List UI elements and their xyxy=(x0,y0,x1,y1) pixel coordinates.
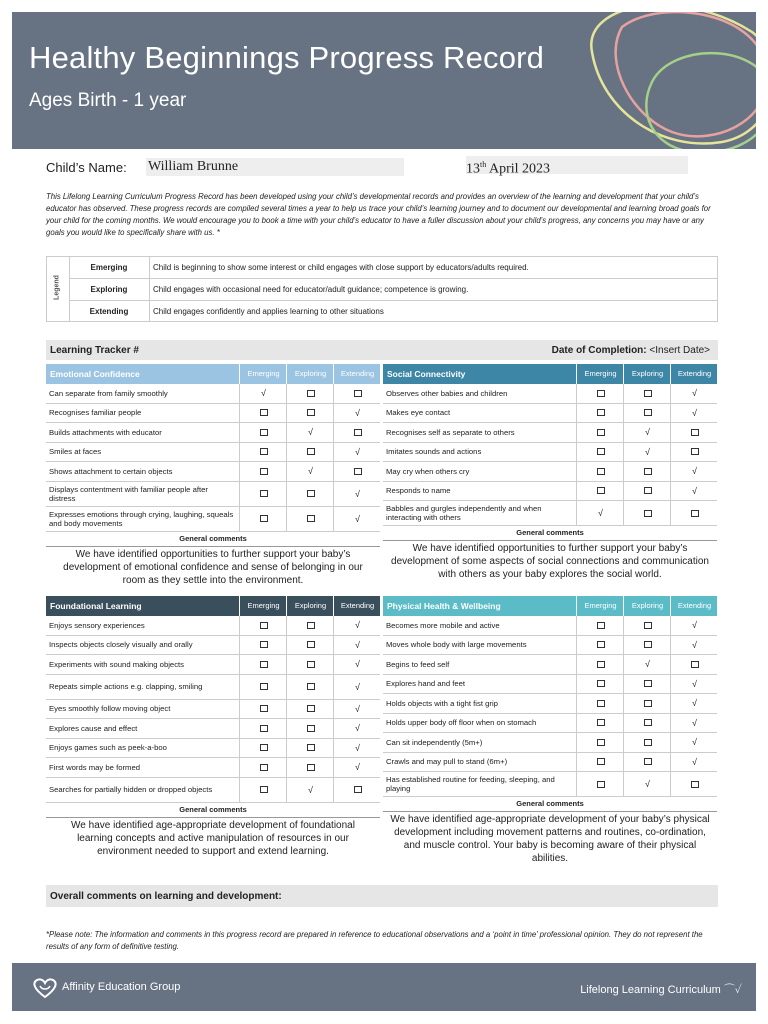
empty-checkbox-icon xyxy=(597,641,605,648)
skill-label: Explores hand and feet xyxy=(386,679,466,689)
unchecked-checkbox[interactable] xyxy=(623,694,671,713)
completion-date xyxy=(552,345,710,356)
skill-label: Makes eye contact xyxy=(386,408,451,418)
empty-checkbox-icon xyxy=(597,448,605,455)
section-header xyxy=(383,596,717,616)
unchecked-checkbox[interactable] xyxy=(623,714,671,733)
unchecked-checkbox[interactable] xyxy=(670,443,718,462)
general-comments-header: General comments xyxy=(46,803,380,818)
unchecked-checkbox[interactable] xyxy=(576,443,624,462)
column-header: Exploring xyxy=(286,364,334,384)
unchecked-checkbox[interactable] xyxy=(623,462,671,481)
skill-row xyxy=(383,501,717,526)
skill-row xyxy=(383,772,717,797)
empty-checkbox-icon xyxy=(260,661,268,668)
unchecked-checkbox[interactable] xyxy=(623,501,671,525)
empty-checkbox-icon xyxy=(354,468,362,475)
unchecked-checkbox[interactable] xyxy=(576,772,624,796)
legend-row xyxy=(69,301,717,322)
column-header: Extending xyxy=(670,364,718,384)
unchecked-checkbox[interactable] xyxy=(239,636,287,655)
unchecked-checkbox[interactable] xyxy=(286,384,334,403)
empty-checkbox-icon xyxy=(644,409,652,416)
empty-checkbox-icon xyxy=(260,744,268,751)
checked-checkbox[interactable]: √ xyxy=(670,636,718,655)
checked-checkbox[interactable]: √ xyxy=(333,636,381,655)
skill-row xyxy=(383,753,717,773)
general-comments-header: General comments xyxy=(46,532,380,547)
checked-checkbox[interactable]: √ xyxy=(670,616,718,635)
unchecked-checkbox[interactable] xyxy=(286,482,334,506)
empty-checkbox-icon xyxy=(260,622,268,629)
legend-label-cell xyxy=(47,257,70,321)
general-comments-text[interactable]: We have identified age-appropriate development of your baby’s physical development including movement patterns and routines, co-ordination, and muscle control. Your baby is becoming aware of their physical abilities. xyxy=(390,814,710,864)
checked-checkbox[interactable]: √ xyxy=(333,700,381,719)
skill-label: Displays contentment with familiar people after distress xyxy=(49,484,208,503)
skill-label: Holds objects with a tight fist grip xyxy=(386,698,498,708)
skill-label: First words may be formed xyxy=(49,762,140,772)
skill-label: Repeats simple actions e.g. clapping, smiling xyxy=(49,682,203,691)
checked-checkbox[interactable]: √ xyxy=(670,694,718,713)
unchecked-checkbox[interactable] xyxy=(239,719,287,738)
skill-row xyxy=(383,443,717,463)
checked-checkbox[interactable]: √ xyxy=(670,404,718,423)
unchecked-checkbox[interactable] xyxy=(239,423,287,442)
unchecked-checkbox[interactable] xyxy=(576,482,624,501)
legend-label: Legend xyxy=(53,275,61,300)
footer-curriculum xyxy=(580,981,742,997)
unchecked-checkbox[interactable] xyxy=(576,384,624,403)
overall-comments-bar xyxy=(46,885,718,907)
header-banner xyxy=(12,12,756,149)
checked-checkbox[interactable]: √ xyxy=(623,423,671,442)
unchecked-checkbox[interactable] xyxy=(286,675,334,699)
skill-row xyxy=(46,443,380,463)
unchecked-checkbox[interactable] xyxy=(333,462,381,481)
empty-checkbox-icon xyxy=(260,764,268,771)
unchecked-checkbox[interactable] xyxy=(576,616,624,635)
unchecked-checkbox[interactable] xyxy=(286,443,334,462)
empty-checkbox-icon xyxy=(307,390,315,397)
unchecked-checkbox[interactable] xyxy=(286,636,334,655)
column-header: Extending xyxy=(670,596,718,616)
empty-checkbox-icon xyxy=(597,719,605,726)
empty-checkbox-icon xyxy=(597,700,605,707)
unchecked-checkbox[interactable] xyxy=(239,675,287,699)
unchecked-checkbox[interactable] xyxy=(576,404,624,423)
empty-checkbox-icon xyxy=(644,487,652,494)
empty-checkbox-icon xyxy=(644,390,652,397)
checked-checkbox[interactable]: √ xyxy=(333,404,381,423)
unchecked-checkbox[interactable] xyxy=(239,758,287,777)
unchecked-checkbox[interactable] xyxy=(239,404,287,423)
legend-row xyxy=(69,279,717,301)
unchecked-checkbox[interactable] xyxy=(333,384,381,403)
skill-label: Imitates sounds and actions xyxy=(386,447,482,457)
footer-curriculum-text: Lifelong Learning Curriculum xyxy=(580,984,721,996)
checked-checkbox[interactable]: √ xyxy=(333,655,381,674)
empty-checkbox-icon xyxy=(260,429,268,436)
skill-row xyxy=(383,482,717,502)
section-social-connectivity xyxy=(383,364,717,582)
empty-checkbox-icon xyxy=(260,641,268,648)
empty-checkbox-icon xyxy=(260,683,268,690)
unchecked-checkbox[interactable] xyxy=(670,501,718,525)
legend-term: Emerging xyxy=(69,257,150,278)
intro-paragraph: This Lifelong Learning Curriculum Progress Record has been developed using your child’s developmental records and provides an overview of the learning and development that your child’s educator has observed. These progress records are compiled several times a year to help us trace your child’s learning journey and to document our developmental and learning broad goals for your child for the coming months. We would encourage you to book a time with your child’s educator to have a fuller discussion about your child’s progress, any concerns you may have or any goals you would like to specifically share with us. * xyxy=(46,192,711,237)
empty-checkbox-icon xyxy=(644,680,652,687)
column-header: Exploring xyxy=(623,596,671,616)
skill-row xyxy=(383,655,717,675)
footer-bar xyxy=(12,963,756,1011)
skill-label: Has established routine for feeding, sleeping, and playing xyxy=(386,775,555,793)
column-header: Emerging xyxy=(576,364,624,384)
general-comments-text[interactable]: We have identified age-appropriate development of foundational learning concepts and active manipulation of resources in our environment needed to support and extend learning. xyxy=(71,819,355,857)
unchecked-checkbox[interactable] xyxy=(239,462,287,481)
unchecked-checkbox[interactable] xyxy=(576,636,624,655)
legend-desc: Child is beginning to show some interest or child engages with close support by educators/adults required. xyxy=(153,263,529,272)
legend-term: Extending xyxy=(69,301,150,322)
checked-checkbox[interactable]: √ xyxy=(670,714,718,733)
checked-checkbox[interactable]: √ xyxy=(576,501,624,525)
skill-row xyxy=(383,384,717,404)
disclaimer-note: *Please note: The information and comments in this progress record are prepared in reference to educational observations and a ‘point in time’ professional opinion. They do not represent the results of any form of definitive testing. xyxy=(46,930,703,951)
general-comments-text[interactable]: We have identified opportunities to further support your baby’s development of some aspects of social connections and communication with others as your baby explores the social world. xyxy=(391,543,709,580)
skill-row xyxy=(46,778,380,803)
checked-checkbox[interactable]: √ xyxy=(286,778,334,802)
empty-checkbox-icon xyxy=(644,641,652,648)
skill-row xyxy=(46,423,380,443)
empty-checkbox-icon xyxy=(260,409,268,416)
unchecked-checkbox[interactable] xyxy=(239,616,287,635)
unchecked-checkbox[interactable] xyxy=(576,675,624,694)
empty-checkbox-icon xyxy=(597,680,605,687)
empty-checkbox-icon xyxy=(691,781,699,788)
empty-checkbox-icon xyxy=(307,409,315,416)
skill-row xyxy=(46,719,380,739)
empty-checkbox-icon xyxy=(260,786,268,793)
unchecked-checkbox[interactable] xyxy=(623,404,671,423)
tracker-label: Learning Tracker # xyxy=(50,345,139,356)
empty-checkbox-icon xyxy=(307,448,315,455)
unchecked-checkbox[interactable] xyxy=(286,404,334,423)
legend-table xyxy=(46,256,718,322)
empty-checkbox-icon xyxy=(260,725,268,732)
empty-checkbox-icon xyxy=(260,468,268,475)
empty-checkbox-icon xyxy=(307,725,315,732)
empty-checkbox-icon xyxy=(307,744,315,751)
skill-row xyxy=(46,507,380,532)
unchecked-checkbox[interactable] xyxy=(239,507,287,531)
skill-row xyxy=(46,675,380,700)
skill-label: Recognises familiar people xyxy=(49,408,142,418)
empty-checkbox-icon xyxy=(691,661,699,668)
empty-checkbox-icon xyxy=(691,448,699,455)
empty-checkbox-icon xyxy=(307,490,315,497)
empty-checkbox-icon xyxy=(307,683,315,690)
page-subtitle: Ages Birth - 1 year xyxy=(29,90,187,111)
skill-row xyxy=(383,675,717,695)
empty-checkbox-icon xyxy=(260,515,268,522)
unchecked-checkbox[interactable] xyxy=(239,778,287,802)
page-title: Healthy Beginnings Progress Record xyxy=(29,40,545,75)
column-header: Exploring xyxy=(286,596,334,616)
legend-desc: Child engages confidently and applies learning to other situations xyxy=(153,307,384,316)
skill-label: Can sit independently (5m+) xyxy=(386,737,483,747)
unchecked-checkbox[interactable] xyxy=(239,655,287,674)
skill-row xyxy=(383,616,717,636)
child-info-bar xyxy=(46,156,716,178)
checked-checkbox[interactable]: √ xyxy=(239,384,287,403)
skill-label: Enjoys sensory experiences xyxy=(49,620,145,630)
unchecked-checkbox[interactable] xyxy=(286,700,334,719)
empty-checkbox-icon xyxy=(307,515,315,522)
column-header: Emerging xyxy=(239,364,287,384)
skill-row xyxy=(46,462,380,482)
skill-label: Begins to feed self xyxy=(386,659,450,669)
skill-label: Responds to name xyxy=(386,486,451,496)
unchecked-checkbox[interactable] xyxy=(239,482,287,506)
skill-row xyxy=(383,404,717,424)
empty-checkbox-icon xyxy=(597,758,605,765)
empty-checkbox-icon xyxy=(597,468,605,475)
child-name-label: Child’s Name: xyxy=(46,160,127,175)
column-header: Emerging xyxy=(239,596,287,616)
skill-label: Explores cause and effect xyxy=(49,723,138,733)
empty-checkbox-icon xyxy=(307,705,315,712)
checked-checkbox[interactable]: √ xyxy=(286,462,334,481)
skill-row xyxy=(383,462,717,482)
legend-desc: Child engages with occasional need for educator/adult guidance; competence is growing. xyxy=(153,285,469,294)
skill-row xyxy=(46,739,380,759)
skill-label: Eyes smoothly follow moving object xyxy=(49,704,171,714)
learning-tracker-bar xyxy=(46,340,718,360)
date-suffix: th xyxy=(480,160,487,169)
unchecked-checkbox[interactable] xyxy=(239,700,287,719)
skill-label: Holds upper body off floor when on stomach xyxy=(386,718,537,728)
unchecked-checkbox[interactable] xyxy=(576,694,624,713)
unchecked-checkbox[interactable] xyxy=(286,719,334,738)
checked-checkbox[interactable]: √ xyxy=(333,507,381,531)
skill-row xyxy=(383,694,717,714)
unchecked-checkbox[interactable] xyxy=(286,758,334,777)
checked-checkbox[interactable]: √ xyxy=(333,616,381,635)
empty-checkbox-icon xyxy=(307,622,315,629)
section-physical-health xyxy=(383,596,717,866)
decorative-loops-graphic xyxy=(562,12,756,149)
skill-row xyxy=(383,733,717,753)
skill-row xyxy=(46,404,380,424)
unchecked-checkbox[interactable] xyxy=(576,714,624,733)
unchecked-checkbox[interactable] xyxy=(576,655,624,674)
checked-checkbox[interactable]: √ xyxy=(333,719,381,738)
column-header: Emerging xyxy=(576,596,624,616)
unchecked-checkbox[interactable] xyxy=(623,733,671,752)
column-header: Extending xyxy=(333,364,381,384)
unchecked-checkbox[interactable] xyxy=(623,616,671,635)
section-emotional-confidence xyxy=(46,364,380,588)
section-title: Physical Health & Wellbeing xyxy=(387,601,501,611)
completion-date-label: Date of Completion: xyxy=(551,345,647,356)
unchecked-checkbox[interactable] xyxy=(576,423,624,442)
empty-checkbox-icon xyxy=(307,641,315,648)
empty-checkbox-icon xyxy=(644,719,652,726)
footer-brand: Affinity Education Group xyxy=(62,981,181,993)
skill-row xyxy=(46,758,380,778)
skill-label: Moves whole body with large movements xyxy=(386,640,527,650)
skill-row xyxy=(46,384,380,404)
checked-checkbox[interactable]: √ xyxy=(623,772,671,796)
skill-label: Observes other babies and children xyxy=(386,388,508,398)
skill-label: Crawls and may pull to stand (6m+) xyxy=(386,757,508,767)
record-date-field[interactable] xyxy=(466,156,688,177)
empty-checkbox-icon xyxy=(597,390,605,397)
general-comments-header: General comments xyxy=(383,797,717,812)
skill-row xyxy=(46,655,380,675)
skill-label: Babbles and gurgles independently and when interacting with others xyxy=(386,504,542,522)
unchecked-checkbox[interactable] xyxy=(576,753,624,772)
unchecked-checkbox[interactable] xyxy=(286,507,334,531)
skill-label: Enjoys games such as peek-a-boo xyxy=(49,743,167,753)
column-header: Extending xyxy=(333,596,381,616)
unchecked-checkbox[interactable] xyxy=(576,462,624,481)
date-day: 13 xyxy=(466,161,480,177)
empty-checkbox-icon xyxy=(597,487,605,494)
checked-checkbox[interactable]: √ xyxy=(333,675,381,699)
skill-label: Recognises self as separate to others xyxy=(386,427,515,437)
empty-checkbox-icon xyxy=(691,510,699,517)
empty-checkbox-icon xyxy=(644,468,652,475)
empty-checkbox-icon xyxy=(597,622,605,629)
legend-term: Exploring xyxy=(69,279,150,300)
skill-label: May cry when others cry xyxy=(386,466,470,476)
unchecked-checkbox[interactable] xyxy=(239,443,287,462)
unchecked-checkbox[interactable] xyxy=(623,482,671,501)
empty-checkbox-icon xyxy=(354,390,362,397)
unchecked-checkbox[interactable] xyxy=(286,616,334,635)
skill-label: Shows attachment to certain objects xyxy=(49,466,173,476)
section-header xyxy=(383,364,717,384)
section-header xyxy=(46,596,380,616)
checked-checkbox[interactable]: √ xyxy=(623,443,671,462)
section-foundational-learning xyxy=(46,596,380,859)
unchecked-checkbox[interactable] xyxy=(576,733,624,752)
checked-checkbox[interactable]: √ xyxy=(286,423,334,442)
unchecked-checkbox[interactable] xyxy=(333,423,381,442)
empty-checkbox-icon xyxy=(260,448,268,455)
skill-row xyxy=(383,423,717,443)
unchecked-checkbox[interactable] xyxy=(286,739,334,758)
unchecked-checkbox[interactable] xyxy=(670,655,718,674)
legend-row xyxy=(69,257,717,279)
leaf-icon: ⌒✓ xyxy=(723,984,742,996)
unchecked-checkbox[interactable] xyxy=(623,675,671,694)
skill-label: Smiles at faces xyxy=(49,447,102,457)
skill-label: Expresses emotions through crying, laughing, squeals and body movements xyxy=(49,509,234,528)
checked-checkbox[interactable]: √ xyxy=(333,443,381,462)
unchecked-checkbox[interactable] xyxy=(623,636,671,655)
checked-checkbox[interactable]: √ xyxy=(670,462,718,481)
checked-checkbox[interactable]: √ xyxy=(670,482,718,501)
checked-checkbox[interactable]: √ xyxy=(333,739,381,758)
empty-checkbox-icon xyxy=(644,510,652,517)
empty-checkbox-icon xyxy=(691,429,699,436)
checked-checkbox[interactable]: √ xyxy=(333,482,381,506)
skill-row xyxy=(46,700,380,720)
empty-checkbox-icon xyxy=(644,622,652,629)
unchecked-checkbox[interactable] xyxy=(670,423,718,442)
unchecked-checkbox[interactable] xyxy=(239,739,287,758)
empty-checkbox-icon xyxy=(597,781,605,788)
checked-checkbox[interactable]: √ xyxy=(623,655,671,674)
skill-label: Becomes more mobile and active xyxy=(386,620,500,630)
section-title: Social Connectivity xyxy=(387,369,466,379)
unchecked-checkbox[interactable] xyxy=(670,772,718,796)
skill-label: Builds attachments with educator xyxy=(49,427,162,437)
section-title: Foundational Learning xyxy=(50,601,142,611)
empty-checkbox-icon xyxy=(307,764,315,771)
skill-label: Can separate from family smoothly xyxy=(49,388,168,398)
skill-row xyxy=(383,714,717,734)
empty-checkbox-icon xyxy=(644,758,652,765)
general-comments-text[interactable]: We have identified opportunities to further support your baby’s development of emotional confidence and sense of belonging in our room as they settle into the environment. xyxy=(63,548,363,586)
skill-row xyxy=(383,636,717,656)
skill-row xyxy=(46,482,380,507)
skill-row xyxy=(46,636,380,656)
skill-row xyxy=(46,616,380,636)
checked-checkbox[interactable]: √ xyxy=(670,733,718,752)
empty-checkbox-icon xyxy=(597,409,605,416)
skill-label: Searches for partially hidden or dropped objects xyxy=(49,785,213,794)
affinity-logo-icon xyxy=(32,977,58,999)
unchecked-checkbox[interactable] xyxy=(623,753,671,772)
empty-checkbox-icon xyxy=(597,739,605,746)
empty-checkbox-icon xyxy=(354,786,362,793)
checked-checkbox[interactable]: √ xyxy=(670,384,718,403)
section-header xyxy=(46,364,380,384)
empty-checkbox-icon xyxy=(260,705,268,712)
skill-label: Inspects objects closely visually and orally xyxy=(49,640,193,650)
overall-comments-label: Overall comments on learning and development: xyxy=(50,891,282,902)
section-title: Emotional Confidence xyxy=(50,369,140,379)
checked-checkbox[interactable]: √ xyxy=(670,675,718,694)
date-rest: April 2023 xyxy=(486,161,551,177)
empty-checkbox-icon xyxy=(597,661,605,668)
checked-checkbox[interactable]: √ xyxy=(333,758,381,777)
completion-date-value[interactable]: <Insert Date> xyxy=(649,345,710,356)
empty-checkbox-icon xyxy=(260,490,268,497)
unchecked-checkbox[interactable] xyxy=(286,655,334,674)
empty-checkbox-icon xyxy=(644,700,652,707)
checked-checkbox[interactable]: √ xyxy=(670,753,718,772)
column-header: Exploring xyxy=(623,364,671,384)
empty-checkbox-icon xyxy=(307,661,315,668)
empty-checkbox-icon xyxy=(597,429,605,436)
unchecked-checkbox[interactable] xyxy=(333,778,381,802)
general-comments-header: General comments xyxy=(383,526,717,541)
skill-label: Experiments with sound making objects xyxy=(49,659,185,669)
empty-checkbox-icon xyxy=(354,429,362,436)
empty-checkbox-icon xyxy=(644,739,652,746)
child-name-field[interactable]: William Brunne xyxy=(146,158,404,176)
unchecked-checkbox[interactable] xyxy=(623,384,671,403)
